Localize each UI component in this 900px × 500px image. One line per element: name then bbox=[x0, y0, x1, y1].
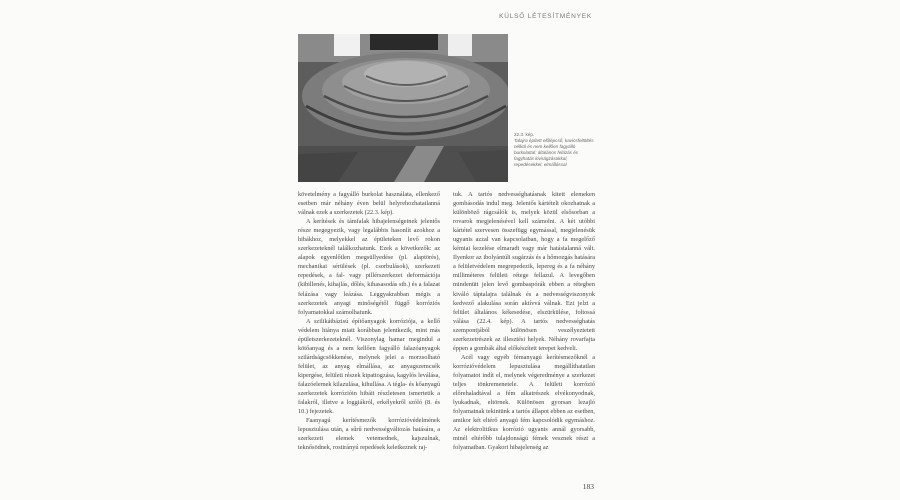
paragraph: Faanyagú kerítésmezők korrózióvédelmének lepusztulása után, a sűrű nedvességváltozás hatására, a szerkezeti elemek vetemednek, kajszulnak, teknősödnek, rostirányú repedések keletkeznek raj- bbox=[298, 417, 440, 452]
paragraph: A kerítések és támfalak hibajelenségeinek jelentős része megegyezik, vagy legalábbis hasonlít azokhoz a hibákhoz, melyekkel az épületeken levő rokon szerkezeteknél találkozhatunk. Ezek a következők: az alapok egyenlőtlen megsüllyedése (pl. alaptörés), mechanikai sérülések (pl. csorbulások), szerkezeti repedések, a fal- vagy pillérszerkezet deformációja (kibillenés, kihajlás, dőlés, kihasasodás stb.) és a falazat felázása vagy leázása. Leggyakrabban mégis a szerkezetek anyagi minőségétől függő korróziós folyamatokkal számolhatunk. bbox=[298, 218, 440, 316]
paragraph: A szilikátbázisú építőanyagok korróziója, a kellő védelem hiánya miatt korábban jelentkezik, mint más épületszerkezeteknél. Viszonylag hamar megindul a kötőanyag és a nem kellően fagyálló falazóanyagok szilárdságcsökkenése, melynek jelei a morzsolható felület, az anyag elmállása, az anyagszemcsék kipergése, felületi részek kipattogzása, kagylós leválása, falazóelemek kilazulása, kihullása. A tégla- és kőanyagú szerkezetek korrózióin hibáit részletesen ismertetik a falakról, illetve a loggiákról, erkélyekről szóló (8. és 10.) fejezetek. bbox=[298, 317, 440, 416]
page-number: 183 bbox=[582, 482, 594, 491]
figure-number: 22.3. kép. bbox=[514, 132, 535, 137]
paragraph: Acél vagy egyéb fémanyagú kerítésmezőknél a korrózióvédelem lepusztulása megállíthatatlan folyamatot indít el, melynek végeredménye a szerkezet teljes tönkremenetele. A felületi korrózió előrehaladtával a fém alkatrészek elvékonyodnak, lyukadnak, eltörnek. Különösen gyorsan lezajló folyamatnak tekintünk a tartós állapot ebben az esetben, amikor két eltérő anyagú fém kapcsolódik egymáshoz. Az elektrolitikus korrózió ugyanis annál gyorsabb, minél eltérőbb tulajdonságú fémek vesznek részt a folyamatban. Gyakori hibajelenség az bbox=[453, 353, 595, 452]
running-head: KÜLSŐ LÉTESÍTMÉNYEK bbox=[499, 13, 592, 20]
right-text-column bbox=[453, 190, 595, 452]
figure-caption-text: Talajra épített előlépcső, kavicsfeltöltés nélkül és nem kellően fagyálló burkolattal: általános felázás és fagyhatás kivirágzásokkal, repedésekkel, elmállással bbox=[514, 137, 594, 167]
figure-caption bbox=[514, 132, 594, 168]
stairs-photo bbox=[298, 34, 508, 182]
paragraph: követelmény a fagyálló burkolat használata, ellenkező esetben már néhány éven belül helyrehozhatatlanná válnak ezek a szerkezetek (22.3. kép). bbox=[298, 191, 440, 217]
left-text-column bbox=[298, 190, 440, 452]
paragraph: tuk. A tartós nedvességhatásnak kitett elemeken gombásodás indul meg. Jelentős kártételt okozhatnak a különböző rágcsálók is, melyek közül elsősorban a rovarok megjelenésével kell számolni. A két utóbbi kártétel szervesen összefügg egymással, megjelenésük ugyanis azzal van kapcsolatban, hogy a fa megelőző kémiai kezelése elmaradt vagy már hatástalanná vált. Ilyenkor az ibolyántúli sugárzás és a hőmozgás hatására a felületvédelem megrepedezik, lepereg és a fa néhány milliméteres felületi rétege fellazul. A levegőben mindenütt jelen levő gombaspórák ebben a rétegben kiváló táptalajra találnak és a nedvességviszonyok kedvező alakulása során aktívvá válnak. Ezt jelzi a felület általános kékesedése, elszürkülése, foltossá válása (22.4. kép). A tartós nedvességhatás szempontjából különösen veszélyeztetett szerkezetrészek az illesztési helyek. Néhány rovarfajta éppen a gombák által előkészített terepet kedveli. bbox=[453, 191, 595, 352]
